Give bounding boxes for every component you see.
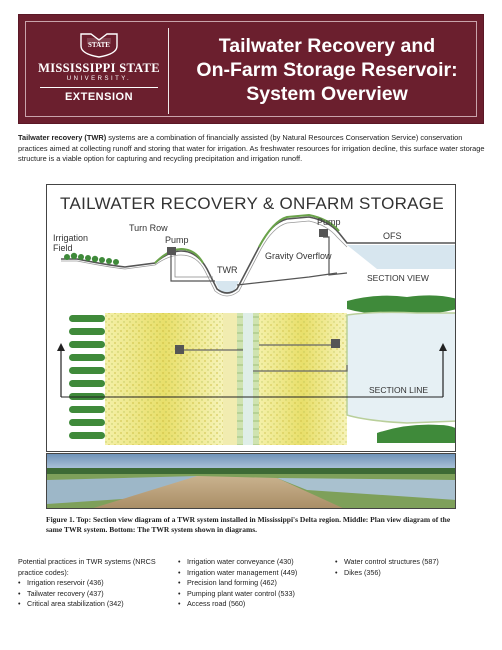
banner-frame: [25, 21, 477, 117]
pipe-gravity: [237, 273, 337, 285]
label-gravity-overflow: Gravity Overflow: [265, 251, 332, 261]
title-line-1: Tailwater Recovery and: [218, 35, 436, 57]
plan-twr-ditch: [237, 313, 243, 445]
twr-photo: [46, 453, 456, 509]
intro-text: systems are a combination of financially assisted (by Natural Resources Conservation Service) conservation practices aimed at collecting runoff and storing that water for irrigation. As freshwater resources for irrigation decline, this surface water storage structure is a viable option for capturing and recycling precipitation and irrigation runoff.: [18, 133, 485, 164]
list-item: • Critical area stabilization (342): [18, 599, 168, 610]
section-view: [53, 215, 456, 296]
label-irrigation-field-1: Irrigation: [53, 233, 89, 243]
university-subtitle: UNIVERSITY.: [66, 76, 132, 82]
university-name: MISSISSIPPI STATE: [38, 61, 160, 75]
list-item: • Pumping plant water control (533): [178, 589, 338, 600]
label-twr: TWR: [217, 265, 238, 275]
header-banner: [18, 14, 484, 124]
header-divider: [168, 28, 169, 114]
list-item: • Irrigation water management (449): [178, 568, 338, 579]
twr-diagram-svg: [47, 185, 456, 452]
pump-right-icon: [319, 229, 328, 237]
plan-ofs-reservoir: [347, 312, 456, 423]
label-turn-row: Turn Row: [129, 223, 168, 233]
label-ofs: OFS: [383, 231, 402, 241]
msu-shield-icon: [77, 32, 121, 58]
practices-list-2: [178, 557, 338, 610]
plan-view: [57, 295, 456, 445]
label-irrigation-field-2: Field: [53, 243, 73, 253]
list-item: • Access road (560): [178, 599, 338, 610]
plan-pump-right-icon: [331, 339, 340, 348]
hedge-bottom: [377, 425, 456, 443]
label-pump-left: Pump: [165, 235, 189, 245]
page-title: [176, 34, 478, 106]
list-item: • Dikes (356): [335, 568, 485, 579]
msu-extension-logo[interactable]: [34, 32, 164, 118]
practices-list-3: [335, 557, 485, 578]
list-item: • Precision land forming (462): [178, 578, 338, 589]
practices-intro: Potential practices in TWR systems (NRCS practice codes):: [18, 557, 156, 577]
twr-water: [215, 281, 239, 293]
hedge-top: [347, 295, 456, 314]
practices-column-2: [178, 557, 338, 610]
practices-column-3: [335, 557, 485, 578]
diagram-title: TAILWATER RECOVERY & ONFARM STORAGE: [60, 194, 444, 213]
list-item: • Water control structures (587): [335, 557, 485, 568]
intro-term: Tailwater recovery (TWR): [18, 133, 107, 142]
twr-diagram: [46, 184, 456, 452]
practices-column-1: [18, 557, 168, 610]
figure-caption: Figure 1. Top: Section view diagram of a TWR system installed in Mississippi's Delta region. Middle: Plan view diagram of the same TWR system. Bottom: The TWR system shown in diagrams.: [46, 515, 451, 534]
section-arrow-left-icon: [57, 343, 65, 351]
label-pump-right: Pump: [317, 217, 341, 227]
plan-crop-rows: [69, 315, 105, 439]
practices-list-1: [18, 578, 168, 610]
shield-text: STATE: [88, 41, 110, 49]
twr-photo-svg: [47, 454, 456, 509]
list-item: • Tailwater recovery (437): [18, 589, 168, 600]
list-item: • Irrigation water conveyance (430): [178, 557, 338, 568]
photo-treeline: [47, 468, 456, 474]
label-section-view: SECTION VIEW: [367, 273, 429, 283]
title-line-2: On-Farm Storage Reservoir:: [196, 59, 458, 81]
label-section-line: SECTION LINE: [369, 385, 429, 395]
ofs-water: [347, 245, 456, 269]
plan-pump-left-icon: [175, 345, 184, 354]
list-item: • Irrigation reservoir (436): [18, 578, 168, 589]
logo-rule: [40, 87, 158, 88]
pump-left-icon: [167, 247, 176, 255]
extension-label: EXTENSION: [64, 91, 134, 103]
title-line-3: System Overview: [246, 83, 408, 105]
intro-paragraph: [18, 133, 486, 165]
